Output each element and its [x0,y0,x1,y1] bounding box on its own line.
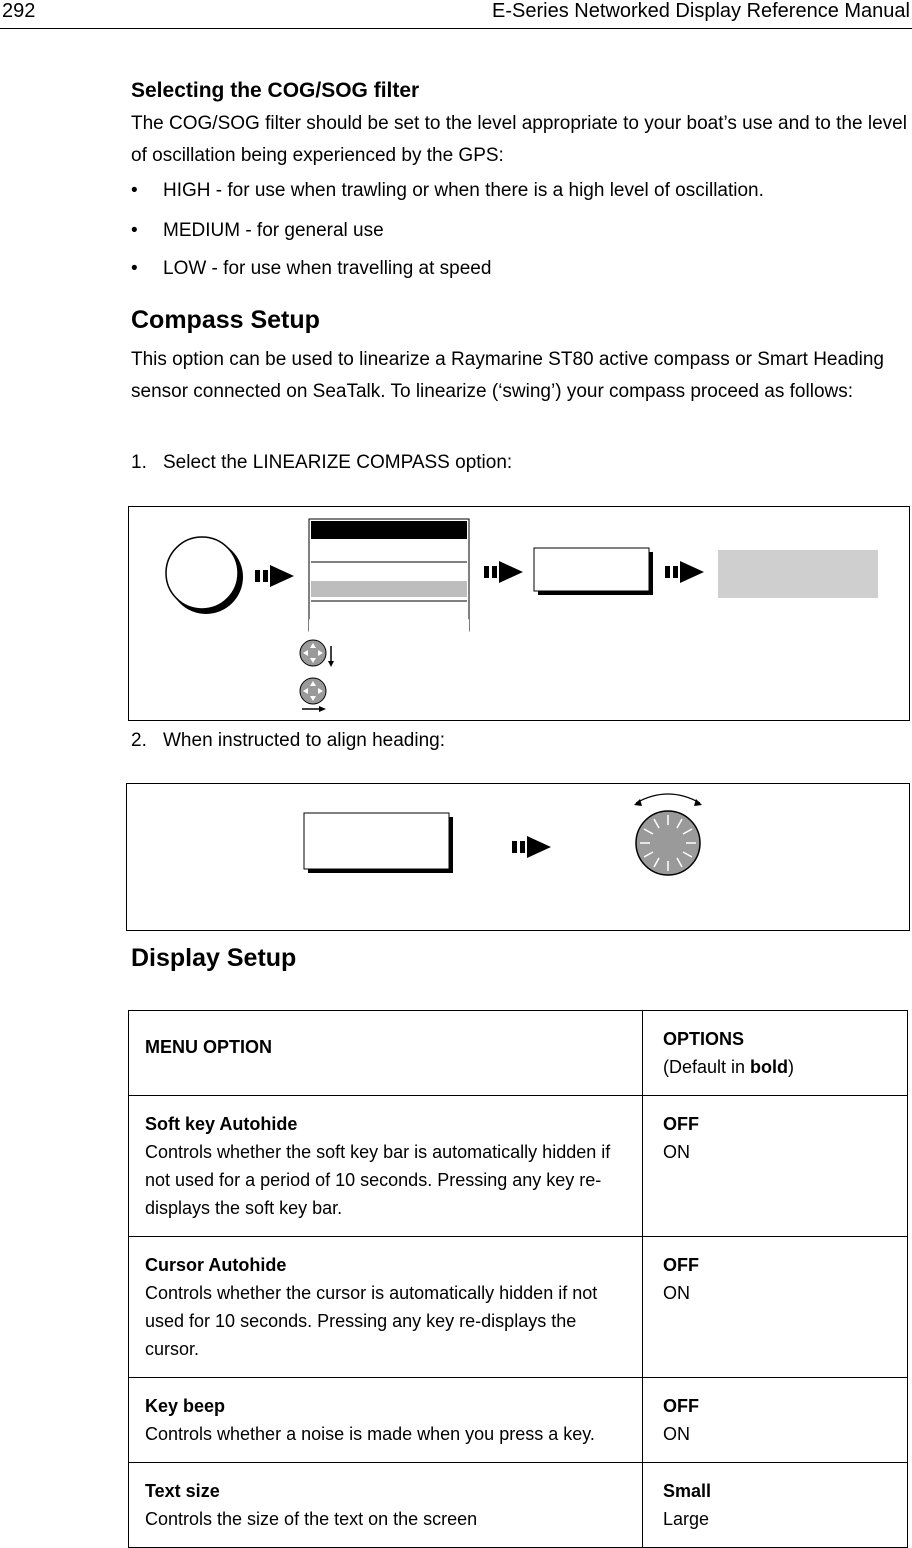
display-setup-table-wrap [128,1010,908,1548]
table-cell [129,1463,643,1548]
default-option: OFF [663,1255,699,1275]
arrow-right-icon [512,836,551,858]
default-note-prefix: (Default in [663,1057,751,1077]
bullet-dot-icon: • [131,220,138,241]
default-option: OFF [663,1114,699,1134]
bullet-text: LOW - for use when travelling at speed [163,258,492,279]
table-row [129,1378,908,1463]
step-1 [131,452,731,478]
linearize-diagram [128,506,910,721]
page-number: 292 [2,0,36,22]
bullet-text: MEDIUM - for general use [163,220,384,241]
soft-key-icon [534,548,653,595]
table-cell [643,1463,908,1548]
row-title: Soft key Autohide [145,1114,298,1134]
row-description: Controls whether a noise is made when you press a key. [145,1424,595,1444]
menu-list-icon [309,519,469,633]
result-box-icon [718,550,878,598]
trackpad-down-icon [300,640,334,667]
other-option: ON [663,1424,690,1444]
other-option: ON [663,1283,690,1303]
cog-sog-intro: The COG/SOG filter should be set to the level appropriate to your boat’s use and to the level of oscillation being experienced by the GPS: [131,113,907,166]
step-text: Select the LINEARIZE COMPASS option: [163,452,513,473]
options-header: OPTIONS [663,1029,745,1049]
table-cell [129,1237,643,1378]
bullet-text: HIGH - for use when trawling or when there is a high level of oscillation. [163,180,764,201]
other-option: Large [663,1509,710,1529]
arrow-right-icon [665,561,704,583]
default-note [663,1053,893,1081]
row-title: Text size [145,1481,220,1501]
linearize-diagram-svg [129,507,909,720]
table-header-cell [129,1011,643,1096]
arrow-right-icon [255,565,294,587]
compass-intro: This option can be used to linearize a Raymarine ST80 active compass or Smart Heading sensor connected on SeaTalk. To linearize (‘swing’) your compass proceed as follows: [131,349,884,402]
compass-setup-heading: Compass Setup [131,306,320,334]
arrow-right-icon [484,561,523,583]
step-number: 1. [131,452,147,473]
table-row [129,1237,908,1378]
table-row [129,1096,908,1237]
default-note-bold: bold [750,1057,789,1077]
bullet-dot-icon: • [131,180,138,201]
step-text: When instructed to align heading: [163,730,446,751]
align-heading-diagram [126,783,910,931]
manual-title: E-Series Networked Display Reference Manual [492,0,910,22]
trackpad-right-icon [300,678,326,712]
menu-option-header: MENU OPTION [145,1037,273,1057]
table-cell [129,1378,643,1463]
table-cell [643,1237,908,1378]
table-header-cell [643,1011,908,1096]
default-option: OFF [663,1396,699,1416]
default-note-suffix: ) [788,1057,795,1077]
table-cell [643,1096,908,1237]
display-setup-table [128,1010,908,1548]
row-description: Controls whether the soft key bar is automatically hidden if not used for a period of 10 seconds. Pressing any key re-displays the soft key bar. [145,1142,611,1218]
bullet-high [131,180,891,206]
other-option: ON [663,1142,690,1162]
row-description: Controls whether the cursor is automatically hidden if not used for 10 seconds. Pressing any key re-displays the cursor. [145,1283,598,1359]
table-header-row [129,1011,908,1096]
table-cell [643,1378,908,1463]
table-cell [129,1096,643,1237]
row-title: Key beep [145,1396,226,1416]
default-option: Small [663,1481,712,1501]
cog-sog-heading: Selecting the COG/SOG filter [131,79,420,102]
row-title: Cursor Autohide [145,1255,287,1275]
step-2 [131,730,731,756]
step-number: 2. [131,730,147,751]
rotary-knob-icon [634,794,702,875]
soft-key-icon [304,813,453,873]
row-description: Controls the size of the text on the screen [145,1509,478,1529]
menu-button-icon [166,537,243,614]
header-rule [0,28,912,29]
bullet-medium [131,220,891,246]
display-setup-heading: Display Setup [131,944,297,972]
table-row [129,1463,908,1548]
align-heading-diagram-svg [127,784,909,930]
bullet-dot-icon: • [131,258,138,279]
bullet-low [131,258,891,284]
